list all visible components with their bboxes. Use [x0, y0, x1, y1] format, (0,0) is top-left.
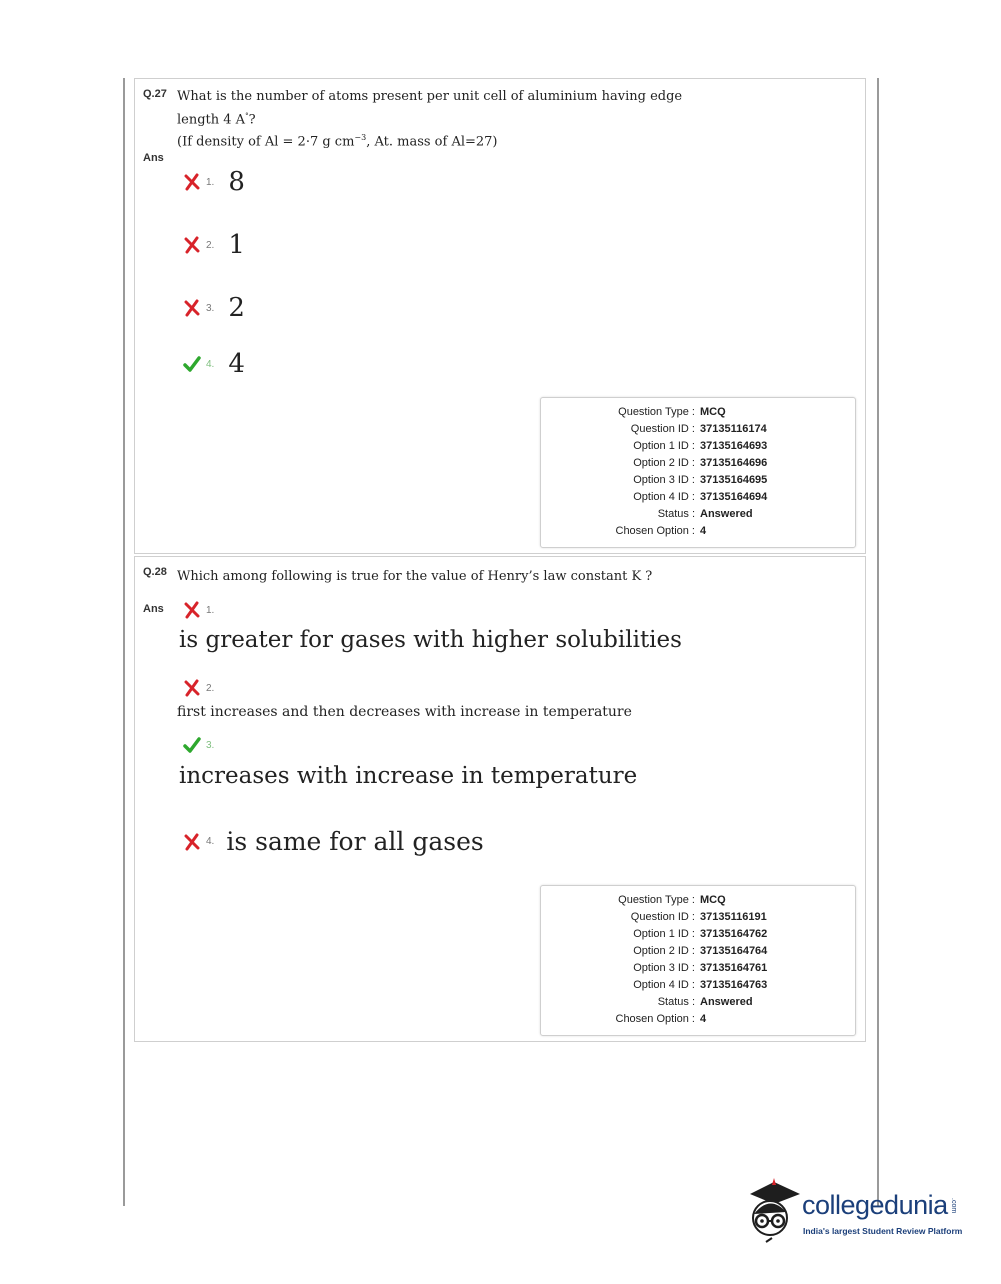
option-3[interactable]	[183, 736, 214, 754]
option-number: 2.	[206, 682, 215, 694]
question-text-line1: What is the number of atoms present per unit cell of aluminium having edge	[177, 89, 683, 104]
question-text-line3: (If density of Al = 2·7 g $cm^{-3}$, At. mass of Al=27)	[177, 133, 498, 150]
check-icon	[183, 736, 201, 754]
option-text: 8	[228, 167, 245, 197]
option-text: 1	[228, 230, 245, 260]
logo-tld: .com	[950, 1198, 957, 1214]
question-meta-panel: Question Type : MCQ Question ID : 37135116191 Option 1 ID : 37135164762 Option 2 ID : 37135164764 Option 3 ID : 37135164761 Option 4 ID : 37135164763 Status : Answered Chosen Option : 4	[540, 885, 856, 1036]
check-icon	[183, 355, 201, 373]
option-text: 2	[228, 293, 245, 323]
option-2-text: first increases and then decreases with increase in temperature	[177, 704, 632, 720]
option-number: 1.	[206, 604, 215, 616]
cross-icon	[183, 173, 201, 191]
question-number: Q.28	[143, 566, 167, 578]
question-27-block	[134, 78, 866, 554]
mascot-icon	[742, 1176, 804, 1248]
option-number: 3.	[206, 302, 215, 314]
answer-label: Ans	[143, 603, 164, 615]
cross-icon	[183, 833, 201, 851]
option-1[interactable]	[183, 167, 245, 197]
cross-icon	[183, 236, 201, 254]
option-1[interactable]	[183, 601, 214, 619]
page-left-border	[123, 78, 125, 1206]
logo-wordmark: collegedunia	[802, 1190, 948, 1220]
option-text: 4	[228, 349, 245, 379]
option-3[interactable]	[183, 293, 245, 323]
logo-tagline: India's largest Student Review Platform	[803, 1226, 963, 1236]
question-text: Which among following is true for the value of Henry’s law constant K ?	[177, 569, 653, 584]
question-text	[177, 88, 682, 152]
cross-icon	[183, 601, 201, 619]
answer-label: Ans	[143, 152, 164, 164]
question-number: Q.27	[143, 88, 167, 100]
option-number: 4.	[206, 836, 215, 847]
page-right-border	[877, 78, 879, 1206]
question-text-line2: length 4 A°?	[177, 111, 256, 127]
option-4[interactable]	[183, 349, 245, 379]
cross-icon	[183, 679, 201, 697]
collegedunia-logo[interactable]	[742, 1176, 972, 1248]
option-text: is same for all gases	[226, 827, 484, 856]
question-28-block	[134, 556, 866, 1042]
option-number: 1.	[206, 176, 215, 188]
question-meta-panel: Question Type : MCQ Question ID : 37135116174 Option 1 ID : 37135164693 Option 2 ID : 37135164696 Option 3 ID : 37135164695 Option 4 ID : 37135164694 Status : Answered Chosen Option : 4	[540, 397, 856, 548]
option-number: 4.	[206, 358, 215, 370]
option-3-text: increases with increase in temperature	[179, 763, 638, 789]
option-4[interactable]	[183, 827, 484, 856]
option-number: 3.	[206, 739, 215, 751]
option-number: 2.	[206, 239, 215, 251]
option-2[interactable]	[183, 679, 214, 697]
option-2[interactable]	[183, 230, 245, 260]
option-1-text: is greater for gases with higher solubilities	[179, 627, 682, 653]
cross-icon	[183, 299, 201, 317]
